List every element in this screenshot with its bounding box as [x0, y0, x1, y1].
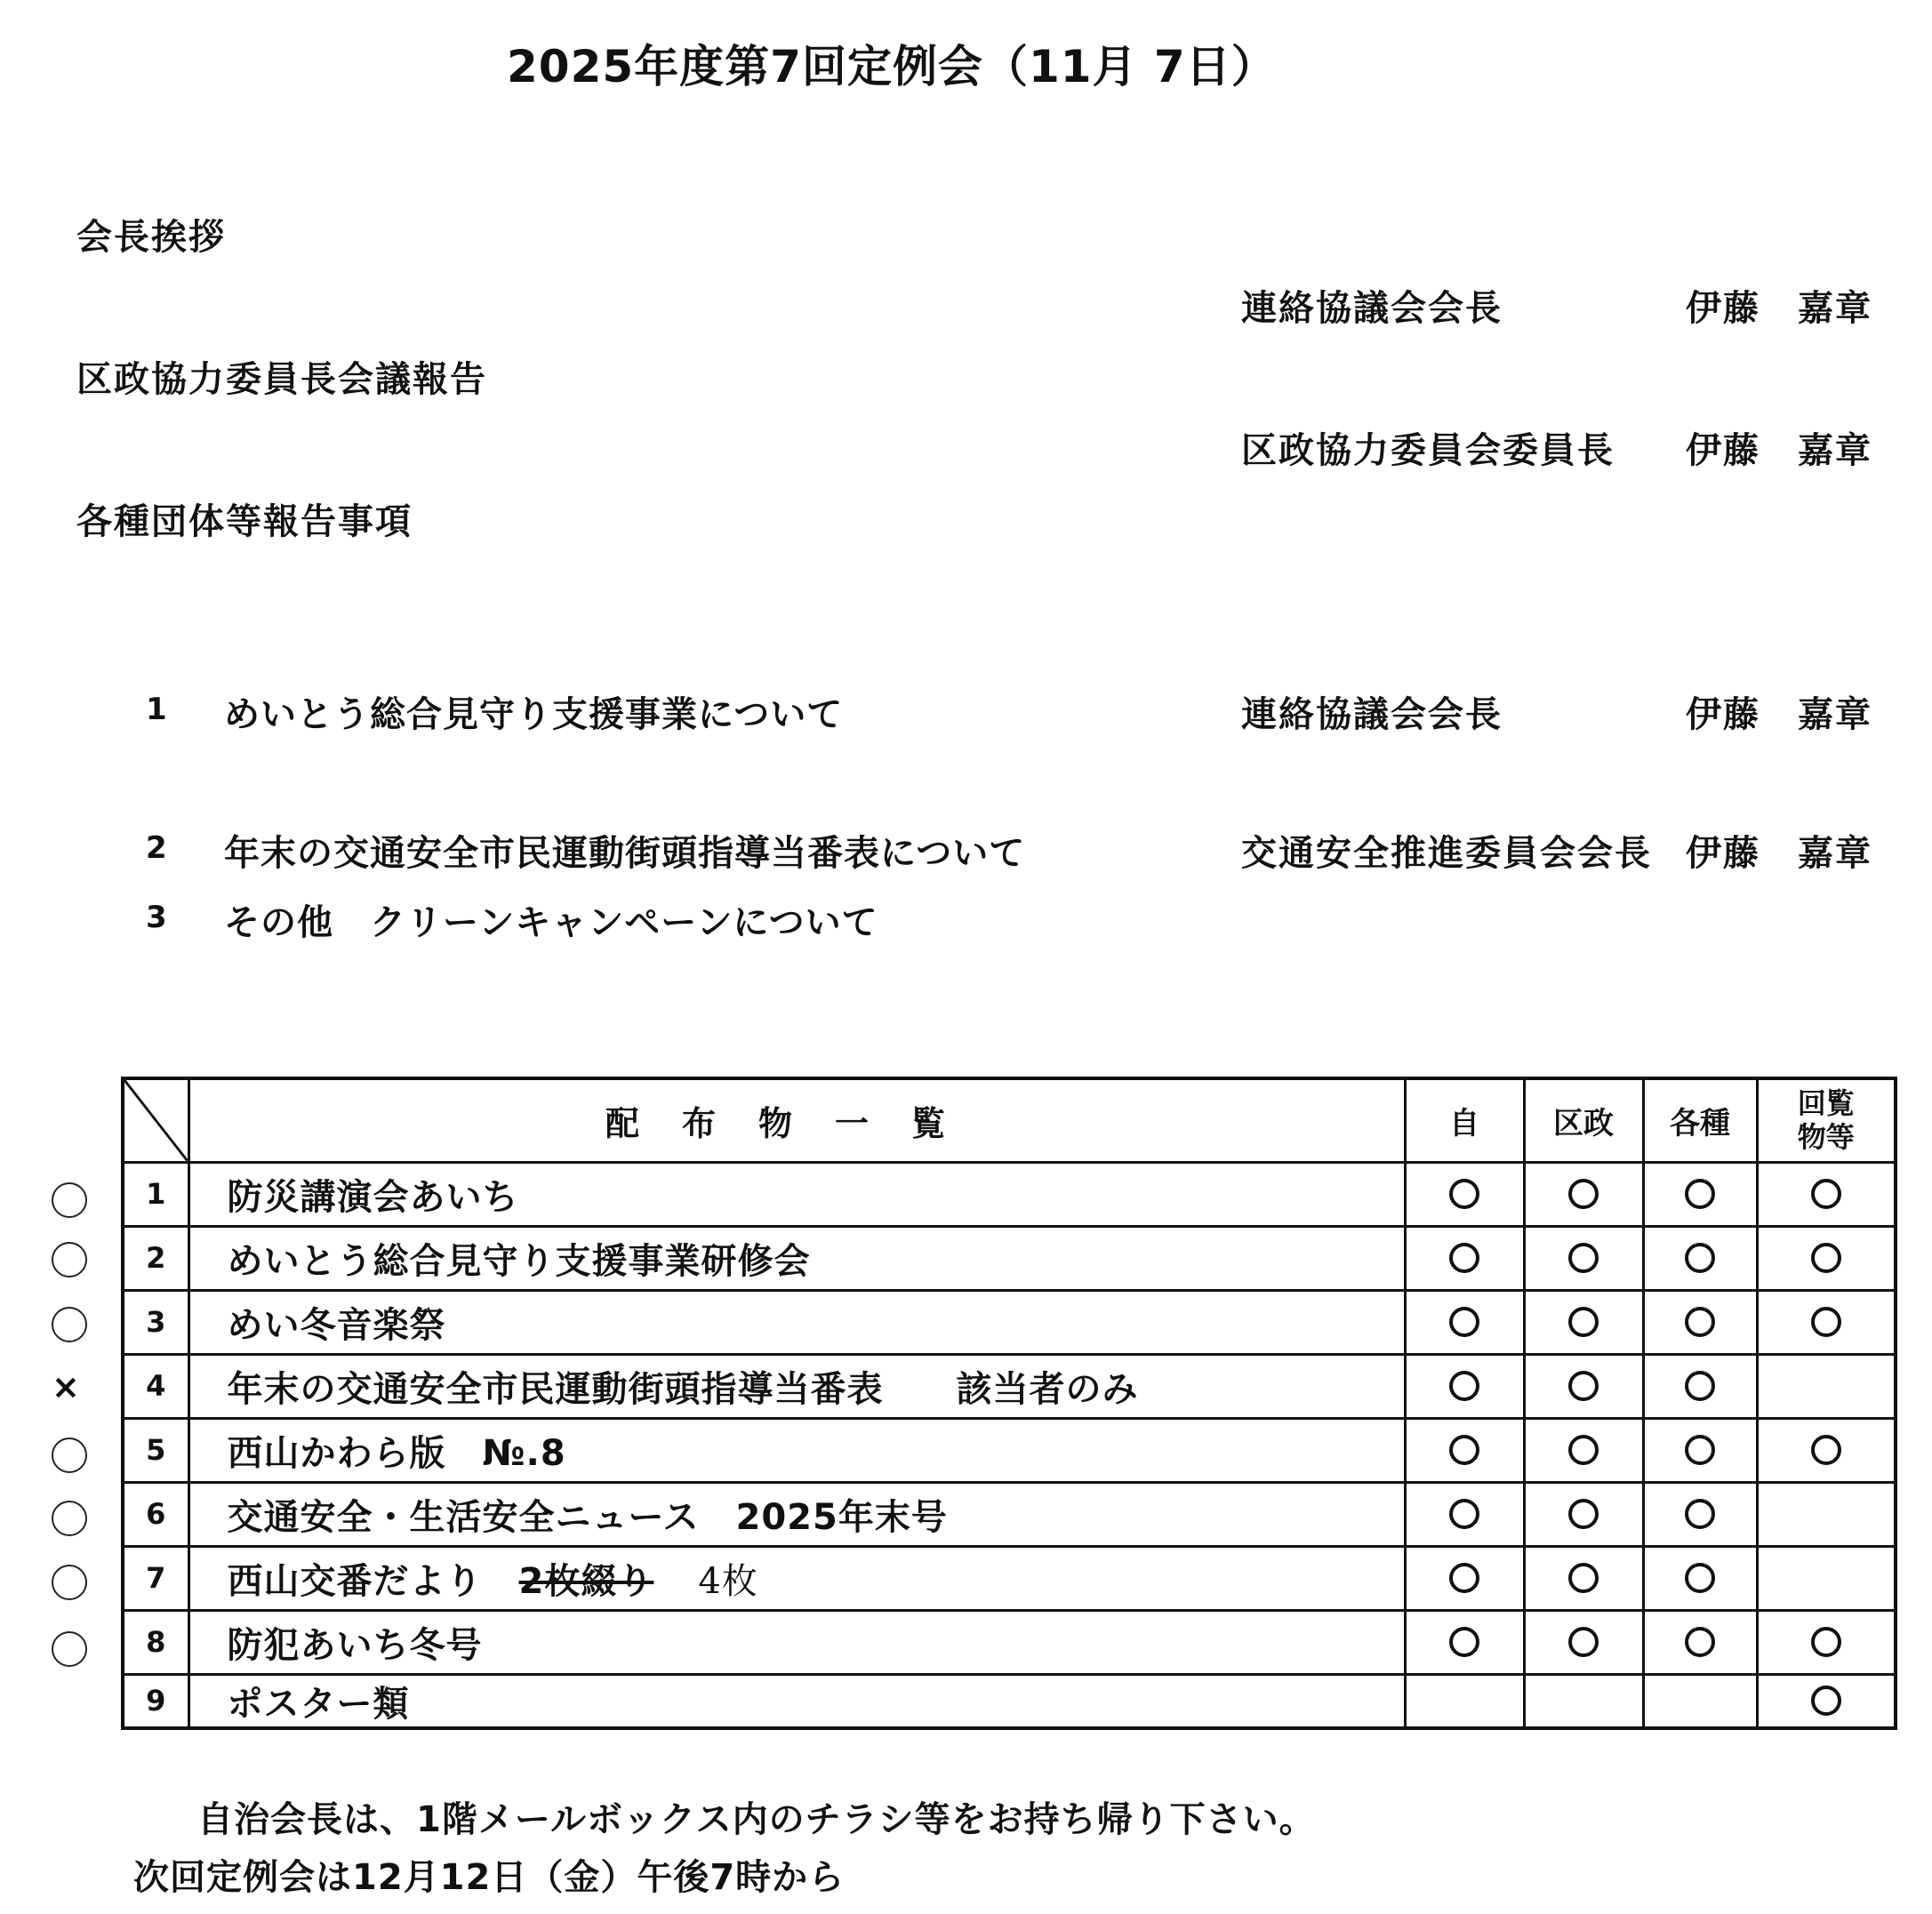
- row-name-container: [188, 1546, 1405, 1610]
- report-number: 2: [146, 830, 167, 866]
- table-row: [123, 1482, 1896, 1546]
- circle-mark-icon: [1811, 1179, 1841, 1209]
- greeting-role: 連絡協議会会長: [1241, 288, 1503, 329]
- report-person: 伊藤 嘉章: [1686, 833, 1872, 874]
- table-row: [123, 1354, 1896, 1418]
- circle-mark-icon: [1568, 1563, 1599, 1593]
- row-number: 2: [123, 1226, 188, 1290]
- circle-mark-icon: [1568, 1627, 1599, 1657]
- section-greeting: 会長挨拶: [76, 217, 226, 258]
- empty-cell: [1524, 1674, 1643, 1728]
- circle-mark-icon: [1568, 1243, 1599, 1273]
- page-title: 2025年度第7回定例会（11月 7日）: [507, 41, 1277, 92]
- row-name: ポスター類: [188, 1674, 1405, 1728]
- empty-cell: [1757, 1546, 1896, 1610]
- table-row: [123, 1674, 1896, 1728]
- row-name: めい冬音楽祭: [188, 1290, 1405, 1354]
- circle-mark-icon: [1811, 1243, 1841, 1273]
- row-number: 3: [123, 1290, 188, 1354]
- header-col-kusei: 区政: [1524, 1078, 1643, 1162]
- table-row: [123, 1162, 1896, 1226]
- report-number: 1: [146, 692, 167, 727]
- circle-mark-icon: [1568, 1179, 1599, 1209]
- circle-mark-icon: [1811, 1627, 1841, 1657]
- circle-mark-icon: [1811, 1686, 1841, 1716]
- side-check-circle: [52, 1182, 87, 1218]
- row-name-struck: 2枚綴り: [518, 1560, 654, 1602]
- side-check-circle: [52, 1242, 87, 1277]
- table-row: [123, 1418, 1896, 1482]
- empty-cell: [1405, 1674, 1524, 1728]
- row-number: 1: [123, 1162, 188, 1226]
- row-name: 交通安全・生活安全ニュース 2025年末号: [188, 1482, 1405, 1546]
- circle-mark-icon: [1568, 1307, 1599, 1337]
- row-number: 5: [123, 1418, 188, 1482]
- row-number: 6: [123, 1482, 188, 1546]
- circle-mark-icon: [1568, 1435, 1599, 1465]
- side-check-circle: [52, 1438, 87, 1473]
- empty-cell: [1757, 1354, 1896, 1418]
- section-group-reports: 各種団体等報告事項: [76, 501, 413, 542]
- circle-mark-icon: [1568, 1499, 1599, 1529]
- header-col-kairan-line1: 回覧: [1797, 1086, 1855, 1121]
- circle-mark-icon: [1685, 1307, 1715, 1337]
- committee-role: 区政協力委員会委員長: [1241, 430, 1615, 471]
- table-header-row: [123, 1078, 1896, 1162]
- report-title: 年末の交通安全市民運動街頭指導当番表について: [224, 833, 1026, 874]
- row-number: 4: [123, 1354, 188, 1418]
- note-pickup: 自治会長は、1階メールボックス内のチラシ等をお持ち帰り下さい。: [197, 1799, 1316, 1840]
- committee-person: 伊藤 嘉章: [1686, 430, 1872, 471]
- report-role: 交通安全推進委員会会長: [1241, 833, 1652, 874]
- side-check-circle: [52, 1501, 87, 1536]
- circle-mark-icon: [1811, 1435, 1841, 1465]
- circle-mark-icon: [1685, 1243, 1715, 1273]
- table-row: [123, 1290, 1896, 1354]
- report-number: 3: [146, 900, 167, 935]
- row-name-handwritten: 4枚: [698, 1560, 758, 1602]
- circle-mark-icon: [1685, 1499, 1715, 1529]
- row-name: めいとう総合見守り支援事業研修会: [188, 1226, 1405, 1290]
- note-next-meeting: 次回定例会は12月12日（金）午後7時から: [133, 1857, 846, 1898]
- circle-mark-icon: [1449, 1627, 1479, 1657]
- section-committee-report: 区政協力委員長会議報告: [76, 359, 487, 400]
- circle-mark-icon: [1449, 1563, 1479, 1593]
- row-name: 防災講演会あいち: [188, 1162, 1405, 1226]
- header-col-kakushu: 各種: [1643, 1078, 1757, 1162]
- row-number: 8: [123, 1610, 188, 1674]
- greeting-person: 伊藤 嘉章: [1686, 288, 1872, 329]
- table-row: [123, 1610, 1896, 1674]
- header-col-kairan: [1757, 1078, 1896, 1162]
- report-role: 連絡協議会会長: [1241, 694, 1503, 735]
- report-title: その他 クリーンキャンペーンについて: [224, 902, 878, 943]
- row-name: 西山かわら版 №.8: [188, 1418, 1405, 1482]
- circle-mark-icon: [1449, 1179, 1479, 1209]
- row-name: 西山交番だより: [227, 1560, 483, 1602]
- circle-mark-icon: [1449, 1499, 1479, 1529]
- empty-cell: [1757, 1482, 1896, 1546]
- circle-mark-icon: [1685, 1563, 1715, 1593]
- header-title: 配布物一覧: [188, 1078, 1405, 1162]
- side-check-circle: [52, 1307, 87, 1342]
- circle-mark-icon: [1449, 1371, 1479, 1401]
- circle-mark-icon: [1685, 1371, 1715, 1401]
- report-title: めいとう総合見守り支援事業について: [224, 694, 844, 735]
- side-check-circle: [52, 1631, 87, 1667]
- circle-mark-icon: [1568, 1371, 1599, 1401]
- circle-mark-icon: [1685, 1179, 1715, 1209]
- circle-mark-icon: [1449, 1243, 1479, 1273]
- header-diagonal-cell: [123, 1078, 188, 1162]
- empty-cell: [1643, 1674, 1757, 1728]
- table-row: [123, 1226, 1896, 1290]
- circle-mark-icon: [1449, 1435, 1479, 1465]
- circle-mark-icon: [1685, 1435, 1715, 1465]
- side-check-circle: [52, 1565, 87, 1600]
- distribution-table: [121, 1077, 1897, 1730]
- table-row: [123, 1546, 1896, 1610]
- row-name: 防犯あいち冬号: [188, 1610, 1405, 1674]
- row-number: 7: [123, 1546, 188, 1610]
- header-col-ji: 自: [1405, 1078, 1524, 1162]
- circle-mark-icon: [1449, 1307, 1479, 1337]
- row-number: 9: [123, 1674, 188, 1728]
- side-cross-mark: ×: [52, 1367, 80, 1406]
- circle-mark-icon: [1685, 1627, 1715, 1657]
- diagonal-line: [124, 1080, 188, 1161]
- circle-mark-icon: [1811, 1307, 1841, 1337]
- report-person: 伊藤 嘉章: [1686, 694, 1872, 735]
- row-name: 年末の交通安全市民運動街頭指導当番表 該当者のみ: [188, 1354, 1405, 1418]
- header-col-kairan-line2: 物等: [1797, 1120, 1855, 1155]
